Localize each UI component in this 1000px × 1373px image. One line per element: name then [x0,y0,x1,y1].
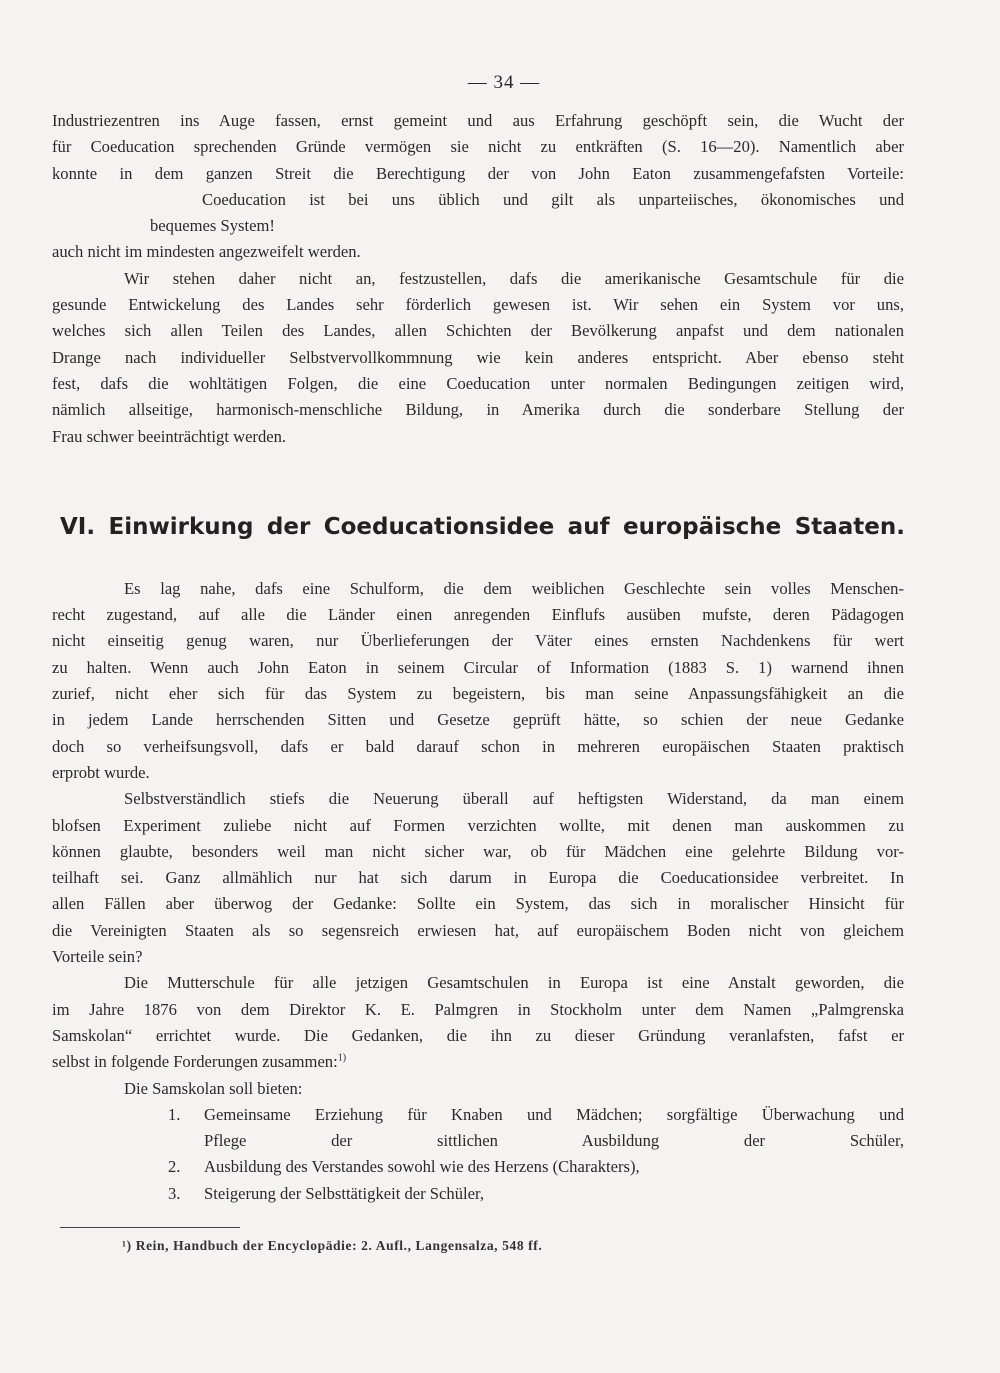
text-line: gesunde Entwickelung des Landes sehr förderlich gewesen ist. Wir sehen ein System vor uns, [52,295,904,315]
footnote: ¹) Rein, Handbuch der Encyclopädie: 2. Aufl., Langensalza, 548 ff. [122,1237,543,1253]
section-heading: VI. Einwirkung der Coeducationsidee auf europäische Staaten. [60,513,905,540]
text-line [52,1049,904,1075]
text-line: Wir stehen daher nicht an, festzustellen, dafs die amerikanische Gesamtschule für die [124,268,904,288]
text-line: recht zugestand, auf alle die Länder einen anregenden Einflufs ausüben mufste, deren Pädagogen [52,605,904,625]
list-item-continuation: Pflege der sittlichen Ausbildung der Schüler, [204,1131,904,1151]
text-line: Frau schwer beeinträchtigt werden. [52,426,287,446]
text-line: können glaubte, besonders weil man nicht sicher war, ob für Mädchen eine gelehrte Bildung vor- [52,841,904,861]
list-intro: Die Samskolan soll bieten: [124,1078,303,1098]
text-line: für Coeducation sprechenden Gründe vermögen sie nicht zu entkräften (S. 16—20). Namentlich aber [52,137,904,157]
text-line: konnte in dem ganzen Streit die Berechtigung der von John Eaton zusammengefafsten Vorteile: [52,163,904,183]
list-item-text: Steigerung der Selbsttätigkeit der Schüler, [204,1183,484,1203]
quote-line: bequemes System! [150,216,275,236]
text-line: auch nicht im mindesten angezweifelt werden. [52,242,361,262]
text-line: doch so verheifsungsvoll, dafs er bald darauf schon in mehreren europäischen Staaten praktisch [52,736,904,756]
body-text-2 [52,576,904,1207]
text-line: nämlich allseitige, harmonisch-menschliche Bildung, in Amerika durch die sonderbare Stellung der [52,400,904,420]
list-item-text: Ausbildung des Verstandes sowohl wie des Herzens (Charakters), [204,1157,640,1177]
text-line: zu halten. Wenn auch John Eaton in seinem Circular of Information (1883 S. 1) warnend ihnen [52,657,904,677]
text-line: im Jahre 1876 von dem Direktor K. E. Palmgren in Stockholm unter dem Namen „Palmgrenska [52,999,904,1019]
text-line: zurief, nicht eher sich für das System zu begeistern, bis man seine Anpassungsfähigkeit an die [52,684,904,704]
text-line: fest, dafs die wohltätigen Folgen, die eine Coeducation unter normalen Bedingungen zeitigen wird, [52,373,904,393]
text-line: in jedem Lande herrschenden Sitten und Gesetze geprüft hätte, so schien der neue Gedanke [52,710,904,730]
text-line: welches sich allen Teilen des Landes, allen Schichten der Bevölkerung anpafst und dem nationalen [52,321,904,341]
text-line: Selbstverständlich stiefs die Neuerung überall auf heftigsten Widerstand, da man einem [124,789,904,809]
list-item [52,1181,904,1207]
list-item-number: 3. [168,1183,181,1203]
text-line: Es lag nahe, dafs eine Schulform, die dem weiblichen Geschlechte sein volles Menschen- [124,578,904,598]
quote-line: Coeducation ist bei uns üblich und gilt als unparteiisches, ökonomisches und [202,189,904,209]
list-item-number: 2. [168,1157,181,1177]
text-line: erprobt wurde. [52,762,150,782]
text-line: teilhaft sei. Ganz allmählich nur hat sich darum in Europa die Coeducationsidee verbreitet. In [52,868,904,888]
page-number: — 34 — [467,72,541,93]
text-fragment: selbst in folgende Forderungen zusammen: [52,1052,338,1072]
footnote-divider [60,1227,240,1228]
text-line: nicht einseitig genug waren, nur Überlieferungen der Väter eines ernsten Nachdenkens für wert [52,631,904,651]
text-line: Drange nach individueller Selbstvervollkommnung wie kein anderes entspricht. Aber ebenso steht [52,347,904,367]
text-line: Die Mutterschule für alle jetzigen Gesamtschulen in Europa ist eine Anstalt geworden, die [124,973,904,993]
footnote-reference: 1) [337,1052,347,1064]
text-line: die Vereinigten Staaten als so segensreich erwiesen hat, auf europäischem Boden nicht von gleichem [52,920,904,940]
list-item-number: 1. [168,1104,181,1124]
body-text [52,108,904,450]
text-line: allen Fällen aber überwog der Gedanke: Sollte ein System, das sich in moralischer Hinsicht für [52,894,904,914]
list-item [52,1102,904,1128]
text-line: Vorteile sein? [52,947,143,967]
list-item [52,1154,904,1180]
list-item-text: Gemeinsame Erziehung für Knaben und Mädchen; sorgfältige Überwachung und [204,1104,904,1124]
text-line: blofsen Experiment zuliebe nicht auf Formen verzichten wollte, mit denen man auskommen zu [52,815,904,835]
text-line: Samskolan“ errichtet wurde. Die Gedanken, die ihn zu dieser Gründung veranlafsten, fafst er [52,1025,904,1045]
text-line: Industriezentren ins Auge fassen, ernst gemeint und aus Erfahrung geschöpft sein, die Wucht der [52,111,904,130]
